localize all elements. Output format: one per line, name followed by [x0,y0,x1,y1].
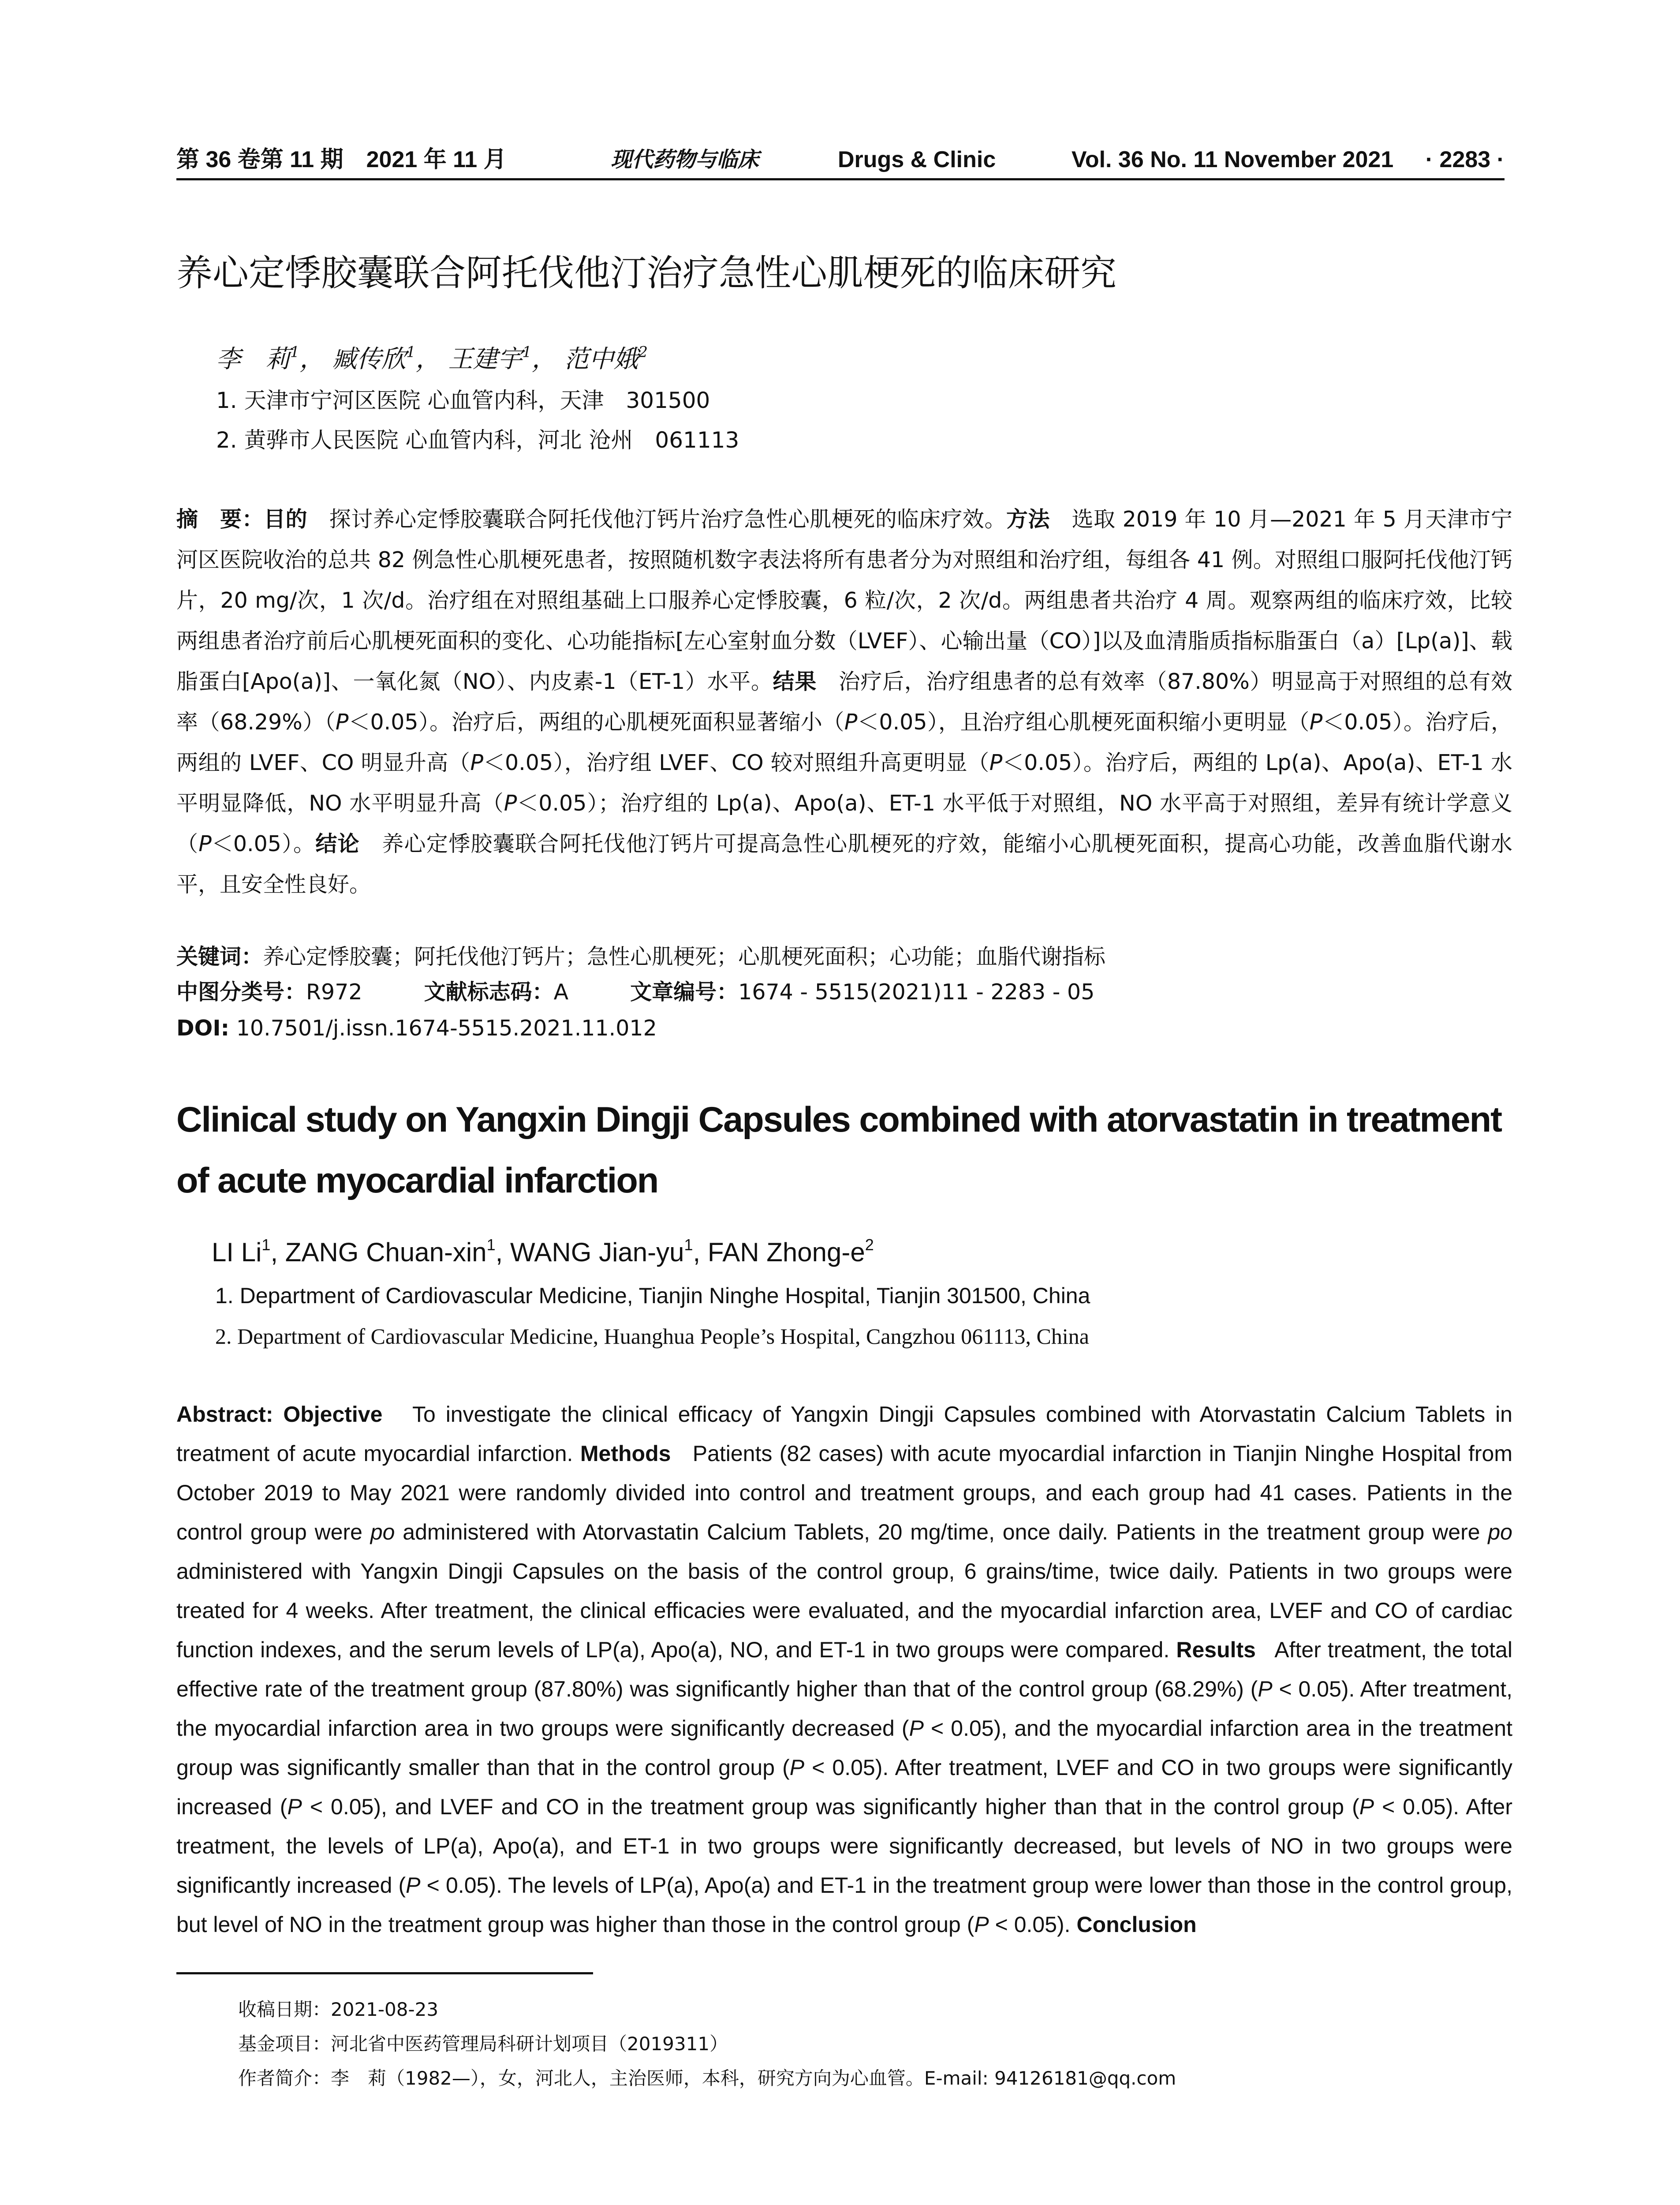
cn-results-text: 治疗后，治疗组患者的总有效率（87.80%）明显高于对照组的总有效率（68.29%）（P＜0.05）。治疗后，两组的心肌梗死面积显著缩小（P＜0.05），且治疗组心肌梗死面积缩小更明显（P＜0.05）。治疗后，两组的 LVEF、CO 明显升高（P＜0.05），治疗组 LVEF、CO 较对照组升高更明显（P＜0.05）。治疗后，两组的 Lp(a)、Apo(a)、ET-1 水平明显降低，NO 水平明显升高（P＜0.05）；治疗组的 Lp(a)、Apo(a)、ET-1 水平低于对照组，NO 水平高于对照组，差异有统计学意义（P＜0.05）。 [176,669,1513,856]
header-volume: Vol. 36 No. 11 November 2021 [1071,147,1394,172]
en-author: ZANG Chuan-xin [285,1237,487,1267]
cn-results-label: 结果 [773,669,817,694]
en-objective-label: Objective [283,1402,383,1427]
classification-line [176,975,1094,1010]
header-journal-en: Drugs & Clinic [838,147,996,172]
cn-author-sup: 1 [290,343,300,361]
received-date: 2021-08-23 [331,1999,439,2020]
footnote-fund [238,2029,728,2059]
cn-abstract-label: 摘 要： [176,507,264,532]
en-affiliation-2: 2. Department of Cardiovascular Medicine, Huanghua People’s Hospital, Cangzhou 061113, China [215,1324,1089,1349]
article-no-value: 1674 - 5515(2021)11 - 2283 - 05 [738,979,1095,1005]
cn-abstract [176,499,1512,905]
en-author-sup: 1 [486,1235,496,1254]
en-author: WANG Jian-yu [510,1237,684,1267]
en-author-sup: 1 [684,1235,693,1254]
cn-author-sup: 2 [638,343,648,361]
header-journal-cn: 现代药物与临床 [611,147,759,172]
cn-objective-label: 目的 [264,507,308,532]
cn-author-sup: 1 [522,343,532,361]
cn-author: 李 莉 [216,345,290,374]
en-author-sup: 2 [865,1235,874,1254]
doi-label: DOI: [176,1016,230,1041]
header-rule [176,178,1505,180]
doc-code-label: 文献标志码： [424,979,554,1005]
cn-methods-text: 选取 2019 年 10 月—2021 年 5 月天津市宁河区医院收治的总共 82 例急性心肌梗死患者，按照随机数字表法将所有患者分为对照组和治疗组，每组各 41 例。对照组口服阿托伐他汀钙片，20 mg/次，1 次/d。治疗组在对照组基础上口服养心定悸胶囊，6 粒/次，2 次/d。两组患者共治疗 4 周。观察两组的临床疗效，比较两组患者治疗前后心肌梗死面积的变化、心功能指标[左心室射血分数（LVEF）、心输出量（CO）]以及血清脂质指标脂蛋白（a）[Lp(a)]、载脂蛋白[Apo(a)]、一氧化氮（NO）、内皮素-1（ET-1）水平。 [176,507,1512,694]
doi-line [176,1011,657,1046]
received-label: 收稿日期： [238,1999,331,2020]
en-abstract [176,1395,1512,1944]
en-objective-text: To investigate the clinical efficacy of Yangxin Dingji Capsules combined with Atorvastatin Calcium Tablets in treatment of acute myocardial infarction. [176,1402,1512,1466]
cn-keywords-line [176,939,1105,975]
footnote-received [238,1994,438,2025]
running-header [176,142,1505,177]
cn-methods-label: 方法 [1006,507,1050,532]
keywords-text: 养心定悸胶囊；阿托伐他汀钙片；急性心肌梗死；心肌梗死面积；心功能；血脂代谢指标 [263,944,1106,969]
footnote-rule [176,1972,593,1974]
en-methods-label: Methods [580,1441,671,1466]
clc-label: 中图分类号： [176,979,306,1005]
en-author: LI Li [212,1237,262,1267]
doc-code-value: A [553,979,569,1005]
header-page-number: · 2283 · [1425,147,1505,172]
footnote-author [238,2063,1176,2094]
cn-conclusion-label: 结论 [315,831,360,856]
en-title: Clinical study on Yangxin Dingji Capsules combined with atorvastatin in treatment of acute myocardial infarction [176,1100,1502,1200]
cn-author: 范中娥 [564,345,638,374]
cn-author-sup: 1 [406,343,416,361]
header-issue: 第 36 卷第 11 期 2021 年 11 月 [176,147,507,172]
author-bio-label: 作者简介： [238,2067,331,2089]
cn-title: 养心定悸胶囊联合阿托伐他汀治疗急性心肌梗死的临床研究 [176,252,1117,294]
en-author-sup: 1 [261,1235,271,1254]
clc-value: R972 [306,979,362,1005]
en-authors: LI Li$^1$, ZANG Chuan-xin$^1$, WANG Jian-$yu^1$, FAN Zhong-$e^2$ [212,1235,874,1267]
fund-label: 基金项目： [238,2033,331,2055]
en-author: FAN Zhong-e [707,1237,865,1267]
cn-affiliation-1: 1. 天津市宁河区医院 心血管内科，天津 301500 [216,388,710,413]
cn-conclusion-text: 养心定悸胶囊联合阿托伐他汀钙片可提高急性心肌梗死的疗效，能缩小心肌梗死面积，提高心功能，改善血脂代谢水平，且安全性良好。 [176,831,1512,897]
en-conclusion-label: Conclusion [1076,1912,1197,1937]
cn-objective-text: 探讨养心定悸胶囊联合阿托伐他汀钙片治疗急性心肌梗死的临床疗效。 [329,507,1006,532]
cn-authors: 李 莉$^1$， 臧传欣$^1$， 王建宇$^1$， 范中娥$^2$ [216,343,648,374]
en-methods-text: Patients (82 cases) with acute myocardial infarction in Tianjin Ninghe Hospital from October 2019 to May 2021 were randomly divided into control and treatment groups, and each group had 41 cases. Patients in the control group were po administered with Atorvastatin Calcium Tablets, 20 mg/time, once daily. Patients in the treatment group were po administered with Yangxin Dingji Capsules on the basis of the control group, 6 grains/time, twice daily. Patients in two groups were treated for 4 weeks. After treatment, the clinical efficacies were evaluated, and the myocardial infarction area, LVEF and CO of cardiac function indexes, and the serum levels of LP(a), Apo(a), NO, and ET-1 in two groups were compared. [176,1441,1512,1662]
keywords-label: 关键词： [176,944,263,969]
author-bio-text: 李 莉（1982—），女，河北人，主治医师，本科，研究方向为心血管。E-mail: 94126181@qq.com [331,2067,1176,2089]
article-no-label: 文章编号： [630,979,739,1005]
en-results-label: Results [1176,1637,1256,1662]
fund-text: 河北省中医药管理局科研计划项目（2019311） [331,2033,728,2055]
en-affiliation-1: 1. Department of Cardiovascular Medicine, Tianjin Ninghe Hospital, Tianjin 301500, China [215,1283,1090,1308]
doi-link[interactable]: 10.7501/j.issn.1674-5515.2021.11.012 [236,1016,657,1041]
cn-affiliation-2: 2. 黄骅市人民医院 心血管内科，河北 沧州 061113 [216,427,739,453]
cn-author: 王建宇 [448,345,523,374]
en-abstract-label: Abstract: [176,1402,273,1427]
en-results-text: After treatment, the total effective rate of the treatment group (87.80%) was significantly higher than that of the control group (68.29%) (P < 0.05). After treatment, the myocardial infarction area in two groups were significantly decreased (P < 0.05), and the myocardial infarction area in the treatment group was significantly smaller than that in the control group (P < 0.05). After treatment, LVEF and CO in two groups were significantly increased (P < 0.05), and LVEF and CO in the treatment group was significantly higher than that in the control group (P < 0.05). After treatment, the levels of LP(a), Apo(a), and ET-1 in two groups were significantly decreased, but levels of NO in two groups were significantly increased (P < 0.05). The levels of LP(a), Apo(a) and ET-1 in the treatment group were lower than those in the control group, but level of NO in the treatment group was higher than those in the control group (P < 0.05). [176,1637,1513,1937]
cn-author: 臧传欣 [332,345,407,374]
